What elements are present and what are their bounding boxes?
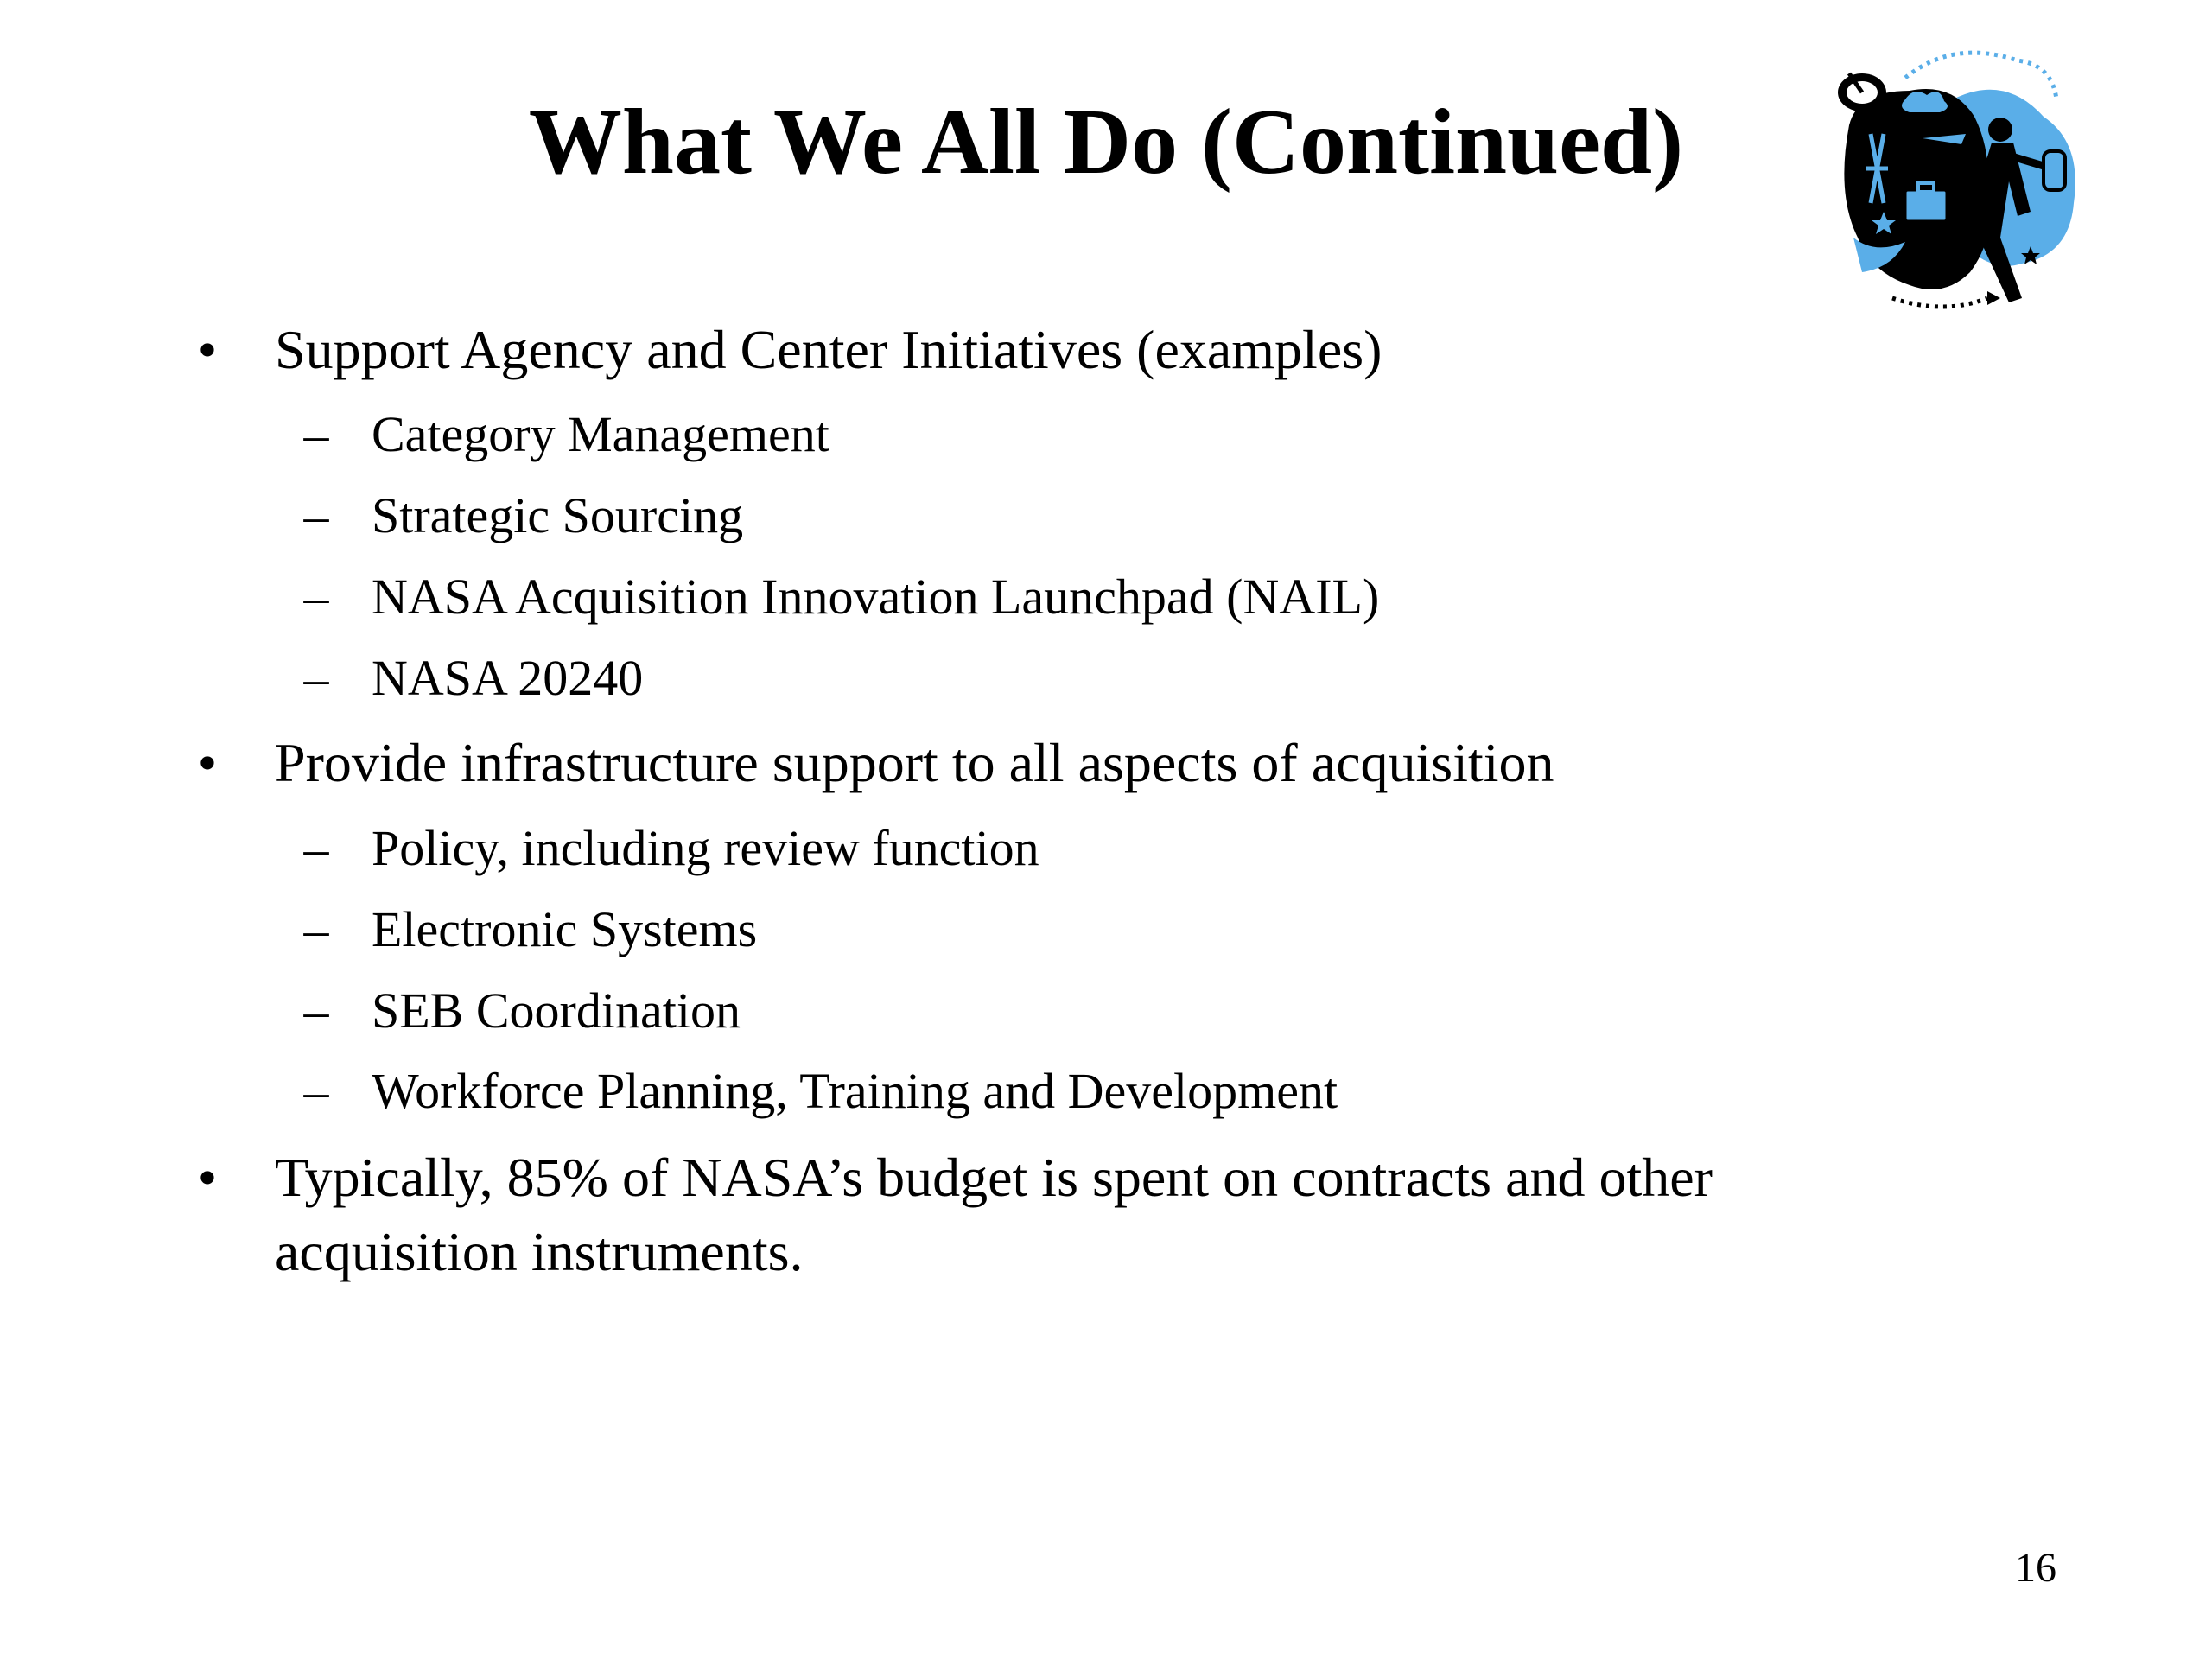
bullet-marker: • [197, 1147, 218, 1208]
sub-bullet-text: Category Management [372, 406, 830, 462]
sub-bullet-text: Policy, including review function [372, 820, 1039, 876]
bullet-marker: • [197, 319, 218, 380]
dash-marker: – [303, 487, 329, 543]
dash-marker: – [303, 569, 329, 625]
sub-bullet-text: NASA 20240 [372, 650, 644, 706]
bullet-text: Support Agency and Center Initiatives (examples) [275, 319, 1382, 380]
sub-bullet-text: Electronic Systems [372, 901, 758, 957]
dash-marker: – [303, 901, 329, 957]
dash-marker: – [303, 650, 329, 706]
sub-bullet-text: Strategic Sourcing [372, 487, 744, 543]
bullet-marker: • [197, 732, 218, 793]
bullet-text-line: Typically, 85% of NASA’s budget is spent on contracts and other [275, 1147, 1713, 1208]
sub-bullet-text: Workforce Planning, Training and Development [372, 1063, 1338, 1119]
bullet-text: Provide infrastructure support to all aspects of acquisition [275, 732, 1554, 793]
bullet-text [275, 1141, 2003, 1289]
sub-bullet-text: SEB Coordination [372, 982, 741, 1039]
dash-marker: – [303, 1063, 329, 1119]
page-number: 16 [2015, 1545, 2056, 1591]
dash-marker: – [303, 820, 329, 876]
dash-marker: – [303, 982, 329, 1039]
sub-bullet-text: NASA Acquisition Innovation Launchpad (NAIL) [372, 569, 1380, 625]
dash-marker: – [303, 406, 329, 462]
slide-title: What We All Do (Continued) [528, 91, 1684, 194]
bullet-text-line: acquisition instruments. [275, 1221, 804, 1282]
